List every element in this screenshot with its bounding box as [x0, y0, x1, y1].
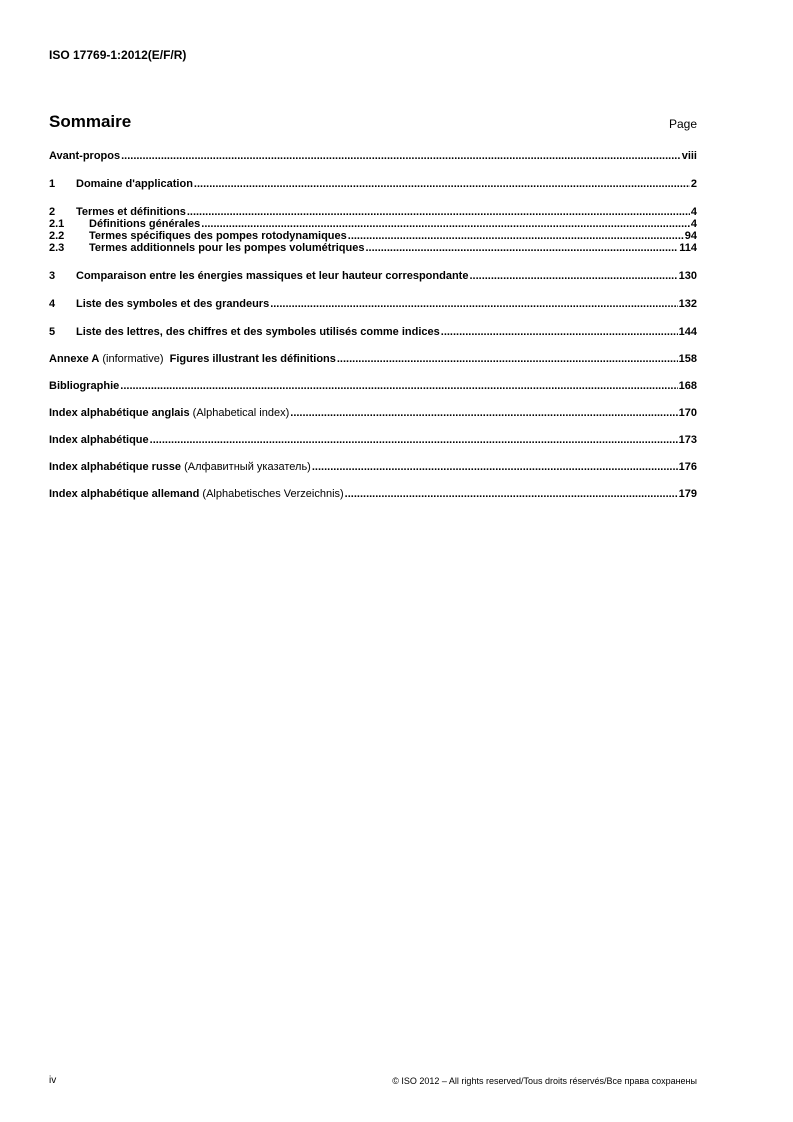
toc-entry-page: 173: [678, 434, 697, 446]
index-subtitle: (Alphabetical index): [189, 407, 290, 419]
toc-entry-index-german[interactable]: [49, 488, 697, 500]
toc-entry-title: Termes et définitions: [76, 206, 186, 218]
toc-entry-section-2-3[interactable]: [49, 242, 697, 254]
toc-entry-page: 158: [678, 353, 697, 365]
toc-entry-title: [49, 353, 336, 365]
toc-entry-page: 132: [678, 298, 697, 310]
toc-entry-index-russian[interactable]: [49, 461, 697, 473]
leader-dots: [201, 218, 690, 230]
toc-entry-index-english[interactable]: [49, 407, 697, 419]
leader-dots: [194, 178, 690, 190]
toc-entry-foreword[interactable]: [49, 150, 697, 162]
index-title: Index alphabétique russe: [49, 461, 182, 473]
toc-entry-page: 114: [679, 242, 697, 254]
leader-dots: [150, 434, 678, 446]
toc-entry-page: viii: [681, 150, 697, 162]
toc-entry-number: 2: [49, 206, 56, 218]
toc-entry-number: 2.2: [49, 230, 65, 242]
toc-entry-number: 2.3: [49, 242, 65, 254]
toc-entry-title: Liste des symboles et des grandeurs: [76, 298, 270, 310]
toc-entry-section-2-1[interactable]: [49, 218, 697, 230]
toc-entry-title: Domaine d'application: [76, 178, 193, 190]
toc-entry-title: [49, 407, 289, 419]
index-subtitle: (Alphabetisches Verzeichnis): [199, 488, 344, 500]
leader-dots: [312, 461, 678, 473]
toc-entry-title: [49, 461, 311, 473]
leader-dots: [345, 488, 678, 500]
document-id: ISO 17769-1:2012(E/F/R): [49, 48, 187, 62]
toc-entry-page: 168: [678, 380, 697, 392]
leader-dots: [121, 150, 681, 162]
toc-title: Sommaire: [49, 112, 132, 131]
toc-entry-title: Bibliographie: [49, 380, 120, 392]
annex-type: (informative): [99, 353, 170, 365]
toc-entry-title: Comparaison entre les énergies massiques et leur hauteur correspondante: [76, 270, 469, 282]
table-of-contents: [49, 150, 697, 500]
toc-entry-title: Liste des lettres, des chiffres et des symboles utilisés comme indices: [76, 326, 440, 338]
toc-entry-title: [49, 488, 344, 500]
leader-dots: [469, 270, 677, 282]
annex-title: Figures illustrant les définitions: [169, 353, 336, 365]
toc-entry-title: Avant-propos: [49, 150, 121, 162]
toc-entry-number: 3: [49, 270, 56, 282]
page-column-label: Page: [668, 117, 697, 131]
footer-page-number: iv: [49, 1075, 57, 1086]
toc-entry-page: 2: [690, 178, 697, 190]
toc-entry-section-5[interactable]: [49, 326, 697, 338]
toc-entry-title: Termes additionnels pour les pompes volumétriques: [89, 242, 365, 254]
leader-dots: [120, 380, 677, 392]
leader-dots: [337, 353, 678, 365]
index-subtitle: (Алфавитный указатель): [181, 461, 311, 473]
index-title: Index alphabétique anglais: [49, 407, 190, 419]
footer-copyright: © ISO 2012 – All rights reserved/Tous droits réservés/Все права сохранены: [392, 1076, 697, 1086]
toc-entry-page: 130: [678, 270, 697, 282]
toc-entry-section-2-2[interactable]: [49, 230, 697, 242]
toc-entry-section-3[interactable]: [49, 270, 697, 282]
index-title: Index alphabétique allemand: [49, 488, 200, 500]
toc-entry-bibliography[interactable]: [49, 380, 697, 392]
leader-dots: [441, 326, 678, 338]
toc-entry-section-2[interactable]: [49, 206, 697, 218]
toc-entry-number: 1: [49, 178, 56, 190]
toc-entry-annex-a[interactable]: [49, 353, 697, 365]
leader-dots: [348, 230, 684, 242]
toc-entry-page: 94: [684, 230, 697, 242]
toc-entry-page: 4: [690, 218, 697, 230]
toc-entry-number: 5: [49, 326, 56, 338]
toc-entry-number: 2.1: [49, 218, 65, 230]
toc-entry-title: Définitions générales: [89, 218, 201, 230]
toc-entry-page: 179: [678, 488, 697, 500]
toc-entry-section-1[interactable]: [49, 178, 697, 190]
toc-entry-page: 176: [678, 461, 697, 473]
toc-entry-index-french[interactable]: [49, 434, 697, 446]
leader-dots: [290, 407, 677, 419]
toc-entry-page: 144: [678, 326, 697, 338]
leader-dots: [365, 242, 678, 254]
annex-label: Annexe A: [49, 353, 100, 365]
toc-entry-section-4[interactable]: [49, 298, 697, 310]
leader-dots: [187, 206, 690, 218]
toc-entry-number: 4: [49, 298, 56, 310]
toc-entry-page: 170: [678, 407, 697, 419]
toc-entry-title: Termes spécifiques des pompes rotodynamiques: [89, 230, 347, 242]
toc-entry-title: Index alphabétique: [49, 434, 149, 446]
toc-entry-page: 4: [690, 206, 697, 218]
leader-dots: [270, 298, 677, 310]
